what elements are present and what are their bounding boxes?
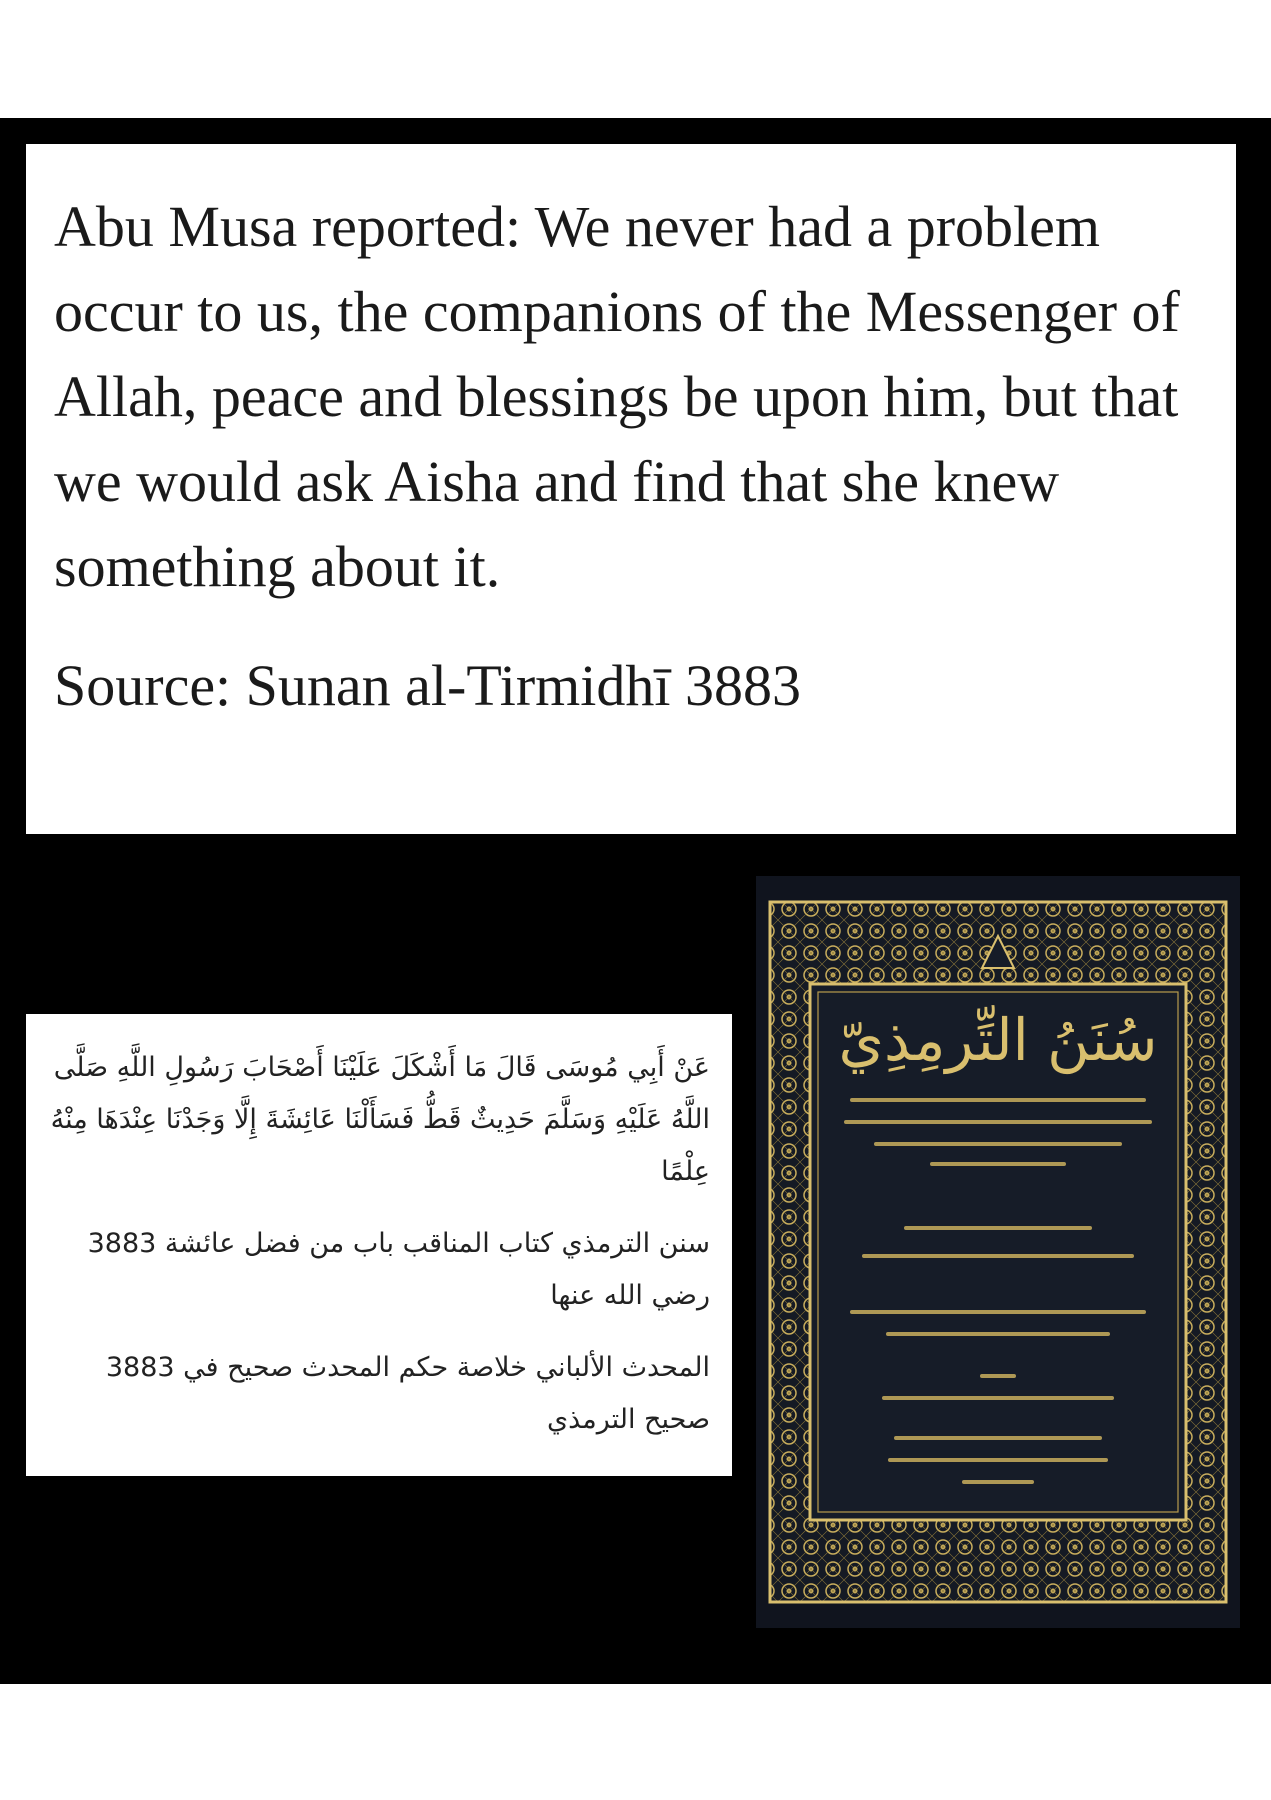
hadith-translation: Abu Musa reported: We never had a problem occur to us, the companions of the Messenger of Allah, peace and blessings be upon him, but that we would ask Aisha and find that she knew something about it. [54,194,1180,599]
book-cover-art [756,876,1240,1628]
hadith-source: Source: Sunan al-Tirmidhī 3883 [54,653,802,718]
book-cover-image [756,876,1240,1628]
content-background [0,118,1271,1684]
arabic-text-card [26,1014,732,1476]
arabic-reference: سنن الترمذي كتاب المناقب باب من فضل عائشة 3883 رضي الله عنها [87,1228,710,1311]
book-title: سُنَنُ التِّرمِذِيّ [838,1006,1158,1074]
arabic-hadith-text: عَنْ أَبِي مُوسَى قَالَ مَا أَشْكَلَ عَلَيْنَا أَصْحَابَ رَسُولِ اللَّهِ صَلَّى اللَّهُ عَلَيْهِ وَسَلَّمَ حَدِيثٌ قَطُّ فَسَأَلْنَا عَائِشَةَ إِلَّا وَجَدْنَا عِنْدَهَا مِنْهُ عِلْمًا [50,1052,710,1187]
english-translation-card [26,144,1236,834]
arabic-grading: المحدث الألباني خلاصة حكم المحدث صحيح في 3883 صحيح الترمذي [105,1352,710,1435]
